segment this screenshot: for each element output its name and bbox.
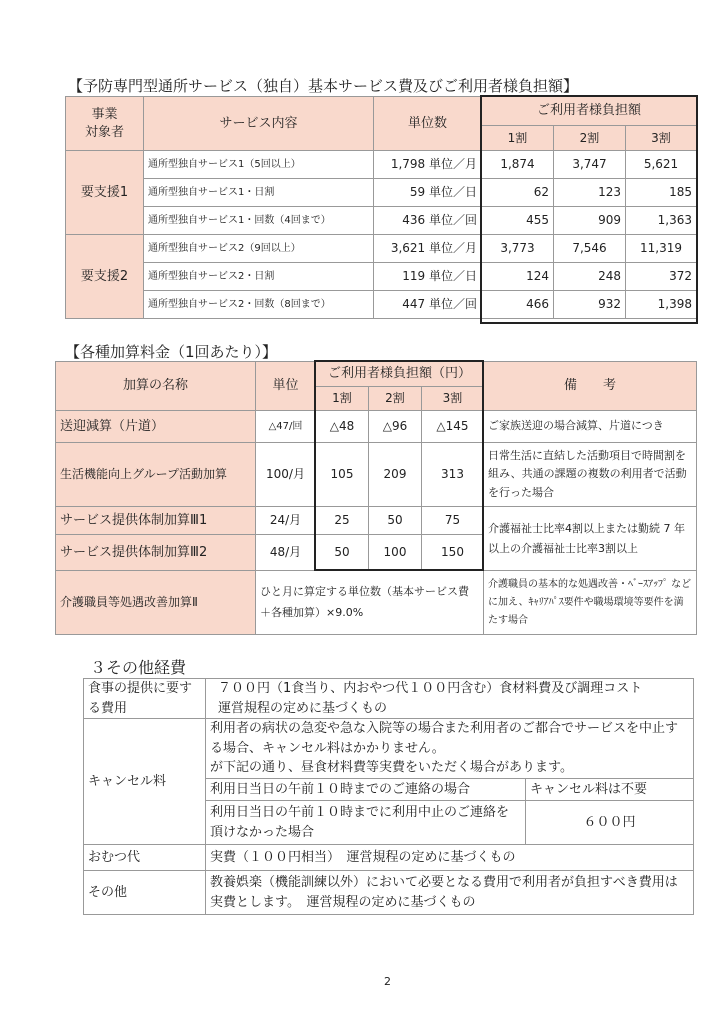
addon-note: ご家族送迎の場合減算、片道につき [484, 411, 697, 443]
addon-desc: ひと月に算定する単位数（基本サービス費＋各種加算）×9.0% [256, 571, 484, 635]
cancel-case2-fee: ６００円 [526, 801, 694, 845]
addon-unit: 48/月 [256, 535, 316, 571]
meal-cell [206, 679, 694, 719]
header-rate2: 2割 [369, 387, 422, 411]
addon-name: サービス提供体制加算Ⅲ1 [56, 507, 256, 535]
section3-title: ３その他経費 [90, 658, 187, 677]
addon-unit: 100/月 [256, 443, 316, 507]
diaper-text: 実費（１００円相当） 運営規程の定めに基づくもの [206, 845, 694, 871]
meal-line1: ７００円（1食当り、内おやつ代１００円含む）食材料費及び調理コスト [218, 681, 643, 696]
meal-label: 食事の提供に要する費用 [84, 679, 206, 719]
burden-2: 123 [554, 179, 626, 207]
addon-burden-2: 50 [369, 507, 422, 535]
header-note: 備 考 [484, 362, 697, 411]
addon-note: 介護職員の基本的な処遇改善・ﾍﾞｰｽｱｯﾌﾟ などに加え、ｷｬﾘｱﾊﾟｽ要件や職場環境等要件を満たす場合 [484, 571, 697, 635]
addon-burden-2: 209 [369, 443, 422, 507]
other-label: その他 [84, 871, 206, 915]
additional-fee-table [55, 361, 697, 635]
header-units: 単位数 [374, 97, 482, 151]
addon-burden-3: 150 [422, 535, 484, 571]
header-content: サービス内容 [144, 97, 374, 151]
meal-line2: 運営規程の定めに基づくもの [218, 700, 388, 716]
burden-3: 11,319 [626, 235, 697, 263]
addon-burden-1: 105 [316, 443, 369, 507]
addon-unit: 24/月 [256, 507, 316, 535]
header-rate2: 2割 [554, 126, 626, 151]
header-target: 事業 対象者 [66, 97, 144, 151]
service-units: 59 単位／日 [374, 179, 482, 207]
service-system-note: 介護福祉士比率4割以上または勤続 7 年以上の介護福祉士比率3割以上 [484, 507, 697, 571]
group-label: 要支援2 [66, 235, 144, 319]
addon-burden-3: △145 [422, 411, 484, 443]
burden-3: 1,363 [626, 207, 697, 235]
addon-burden-1: △48 [316, 411, 369, 443]
page-number: 2 [384, 975, 391, 988]
header-unit: 単位 [256, 362, 316, 411]
service-units: 3,621 単位／月 [374, 235, 482, 263]
diaper-label: おむつ代 [84, 845, 206, 871]
burden-3: 1,398 [626, 291, 697, 319]
addon-burden-2: △96 [369, 411, 422, 443]
header-rate3: 3割 [422, 387, 484, 411]
addon-burden-2: 100 [369, 535, 422, 571]
header-burden: ご利用者様負担額（円） [316, 362, 484, 387]
burden-3: 185 [626, 179, 697, 207]
cancel-label: キャンセル料 [84, 719, 206, 845]
addon-unit: △47/回 [256, 411, 316, 443]
addon-name: 生活機能向上グループ活動加算 [56, 443, 256, 507]
service-name: 通所型独自サービス1・日割 [144, 179, 374, 207]
service-units: 1,798 単位／月 [374, 151, 482, 179]
burden-1: 1,874 [482, 151, 554, 179]
burden-1: 455 [482, 207, 554, 235]
addon-name: サービス提供体制加算Ⅲ2 [56, 535, 256, 571]
basic-fee-table [65, 96, 697, 319]
burden-1: 3,773 [482, 235, 554, 263]
header-name: 加算の名称 [56, 362, 256, 411]
service-name: 通所型独自サービス1（5回以上） [144, 151, 374, 179]
other-expenses-table [83, 678, 694, 915]
cancel-text: 利用者の病状の急変や急な入院等の場合また利用者のご都合でサービスを中止する場合、キャンセル料はかかりません。 が下記の通り、昼食材料費等実費をいただく場合があります。 [206, 719, 694, 779]
group-label: 要支援1 [66, 151, 144, 235]
addon-burden-3: 313 [422, 443, 484, 507]
burden-2: 248 [554, 263, 626, 291]
burden-3: 372 [626, 263, 697, 291]
service-units: 119 単位／日 [374, 263, 482, 291]
addon-burden-1: 25 [316, 507, 369, 535]
burden-2: 932 [554, 291, 626, 319]
header-burden: ご利用者様負担額 [482, 97, 697, 126]
service-name: 通所型独自サービス2・日割 [144, 263, 374, 291]
service-units: 447 単位／回 [374, 291, 482, 319]
cancel-case1: 利用日当日の午前１０時までのご連絡の場合 [206, 779, 526, 801]
addon-name: 介護職員等処遇改善加算Ⅱ [56, 571, 256, 635]
cancel-case1-fee: キャンセル料は不要 [526, 779, 694, 801]
table2-title: 【各種加算料金（1回あたり）】 [65, 343, 278, 361]
table1-title: 【予防専門型通所サービス（独自）基本サービス費及びご利用者様負担額】 [68, 77, 579, 95]
burden-1: 124 [482, 263, 554, 291]
addon-burden-1: 50 [316, 535, 369, 571]
other-text: 教養娯楽（機能訓練以外）において必要となる費用で利用者が負担すべき費用は実費とします。 運営規程の定めに基づくもの [206, 871, 694, 915]
addon-name: 送迎減算（片道） [56, 411, 256, 443]
service-name: 通所型独自サービス1・回数（4回まで） [144, 207, 374, 235]
header-rate1: 1割 [316, 387, 369, 411]
service-name: 通所型独自サービス2（9回以上） [144, 235, 374, 263]
service-units: 436 単位／回 [374, 207, 482, 235]
burden-2: 7,546 [554, 235, 626, 263]
addon-burden-3: 75 [422, 507, 484, 535]
header-rate1: 1割 [482, 126, 554, 151]
addon-note: 日常生活に直結した活動項目で時間割を組み、共通の課題の複数の利用者で活動を行った場合 [484, 443, 697, 507]
cancel-case2: 利用日当日の午前１０時までに利用中止のご連絡を頂けなかった場合 [206, 801, 526, 845]
burden-3: 5,621 [626, 151, 697, 179]
burden-1: 62 [482, 179, 554, 207]
burden-1: 466 [482, 291, 554, 319]
header-rate3: 3割 [626, 126, 697, 151]
burden-2: 909 [554, 207, 626, 235]
service-name: 通所型独自サービス2・回数（8回まで） [144, 291, 374, 319]
burden-2: 3,747 [554, 151, 626, 179]
